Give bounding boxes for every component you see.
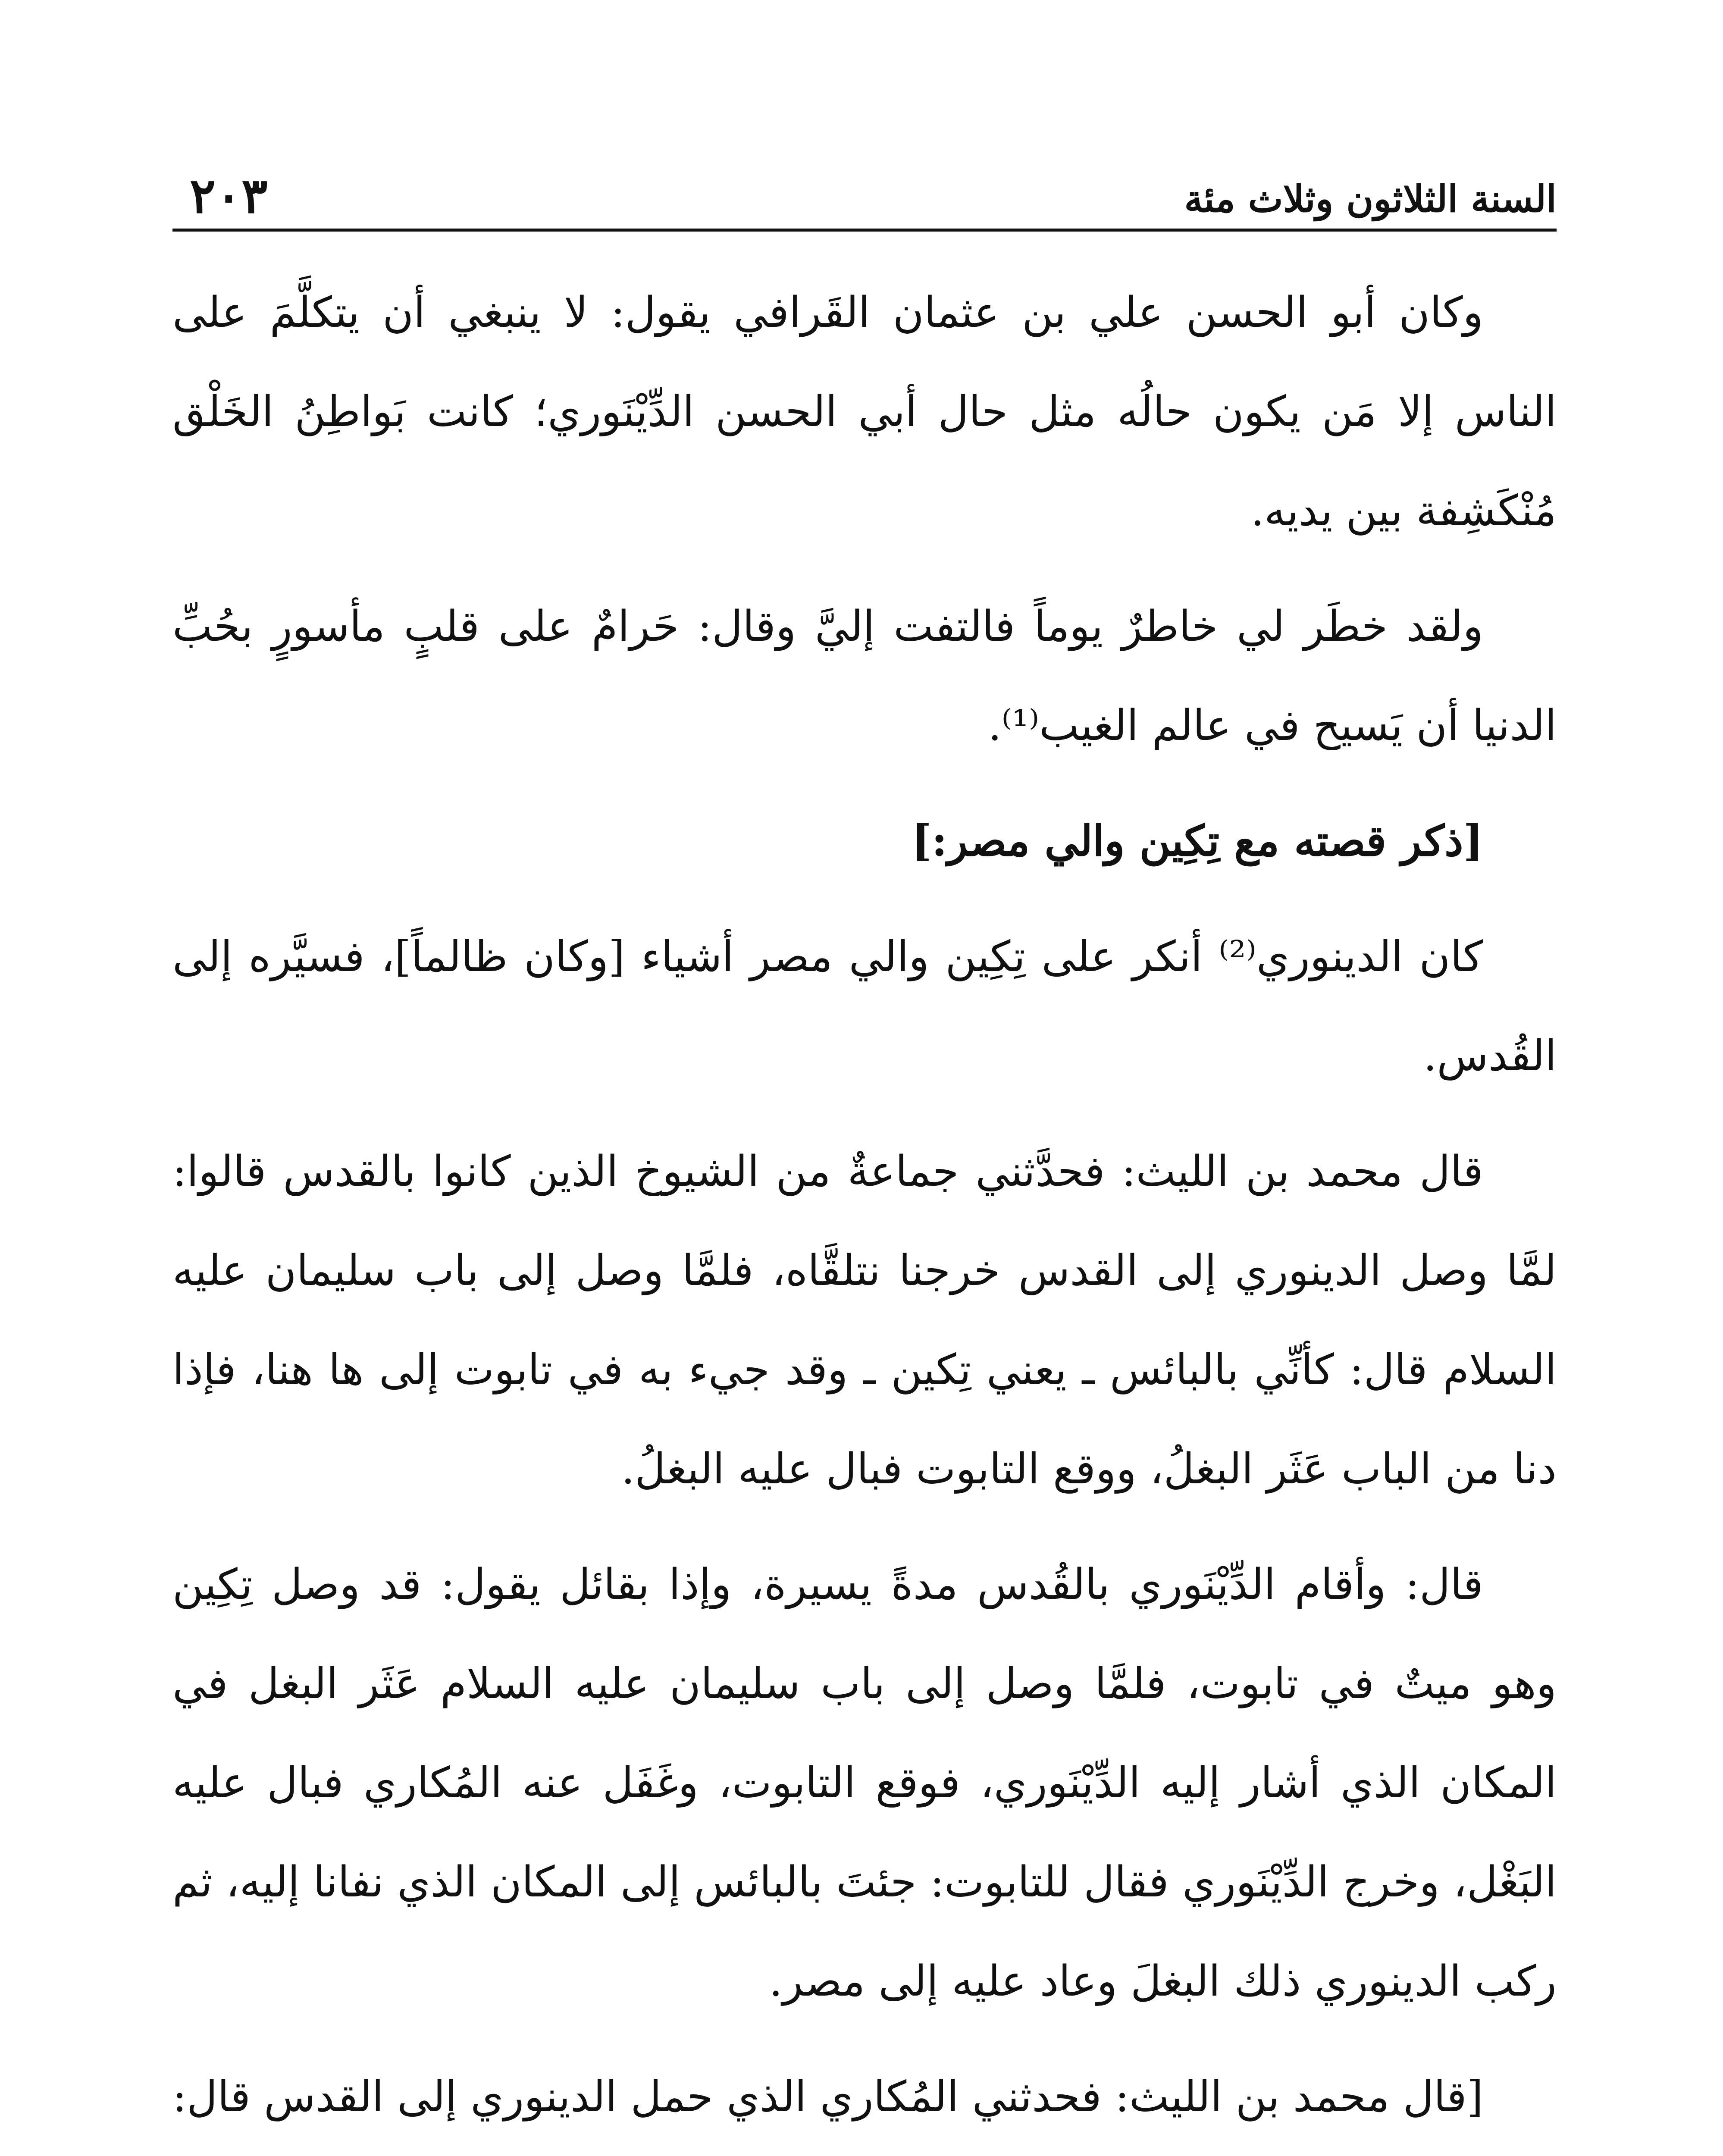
paragraph-exile: كان الدينوري⁽²⁾ أنكر على تِكِين والي مصر أشياء [وكان ظالماً]، فسيَّره إلى القُدس. — [172, 932, 1557, 1081]
main-text — [172, 263, 1557, 2156]
paragraph-mukari-account: [قال محمد بن الليث: فحدثني المُكاري الذي حمل الدينوري إلى القدس قال: — [172, 2072, 1483, 2122]
paragraph-khatir: ولقد خطَر لي خاطرٌ يوماً فالتفت إليَّ وقال: حَرامٌ على قلبٍ مأسورٍ بحُبِّ الدنيا أن يَسيح في عالم الغيب⁽¹⁾. — [172, 602, 1557, 750]
page-header — [172, 142, 1557, 232]
paragraph-prophecy: قال محمد بن الليث: فحدَّثني جماعةٌ من الشيوخ الذين كانوا بالقدس قالوا: لمَّا وصل الدينوري إلى القدس خرجنا نتلقَّاه، فلمَّا وصل إلى باب سليمان عليه السلام قال: كأنِّي بالبائس ـ يعني تِكين ـ وقد جيء به في تابوت إلى ها هنا، فإذا دنا من الباب عَثَر البغلُ، ووقع التابوت فبال عليه البغلُ. — [172, 1147, 1557, 1494]
section-heading: [ذكر قصته مع تِكِين والي مصر:] — [912, 816, 1483, 866]
paragraph-fulfillment: قال: وأقام الدِّيْنَوري بالقُدس مدةً يسيرة، وإذا بقائل يقول: قد وصل تِكِين وهو ميتٌ في تابوت، فلمَّا وصل إلى باب سليمان عليه السلام عَثَر البغل في المكان الذي أشار إليه الدِّيْنَوري، فوقع التابوت، وغَفَل عنه المُكاري فبال عليه البَغْل، وخرج الدِّيْنَوري فقال للتابوت: جئتَ بالبائس إلى المكان الذي نفانا إليه، ثم ركب الدينوري ذلك البغلَ وعاد عليه إلى مصر. — [172, 1560, 1557, 2006]
paragraph-qarafi-saying: وكان أبو الحسن علي بن عثمان القَرافي يقول: لا ينبغي أن يتكلَّمَ على الناس إلا مَن يكون حالُه مثل حال أبي الحسن الدِّيْنَوري؛ كانت بَواطِنُ الخَلْق مُنْكَشِفة بين يديه. — [172, 288, 1557, 536]
page-number: ٢٠٣ — [190, 168, 268, 224]
running-title: السنة الثلاثون وثلاث مئة — [1184, 177, 1557, 221]
